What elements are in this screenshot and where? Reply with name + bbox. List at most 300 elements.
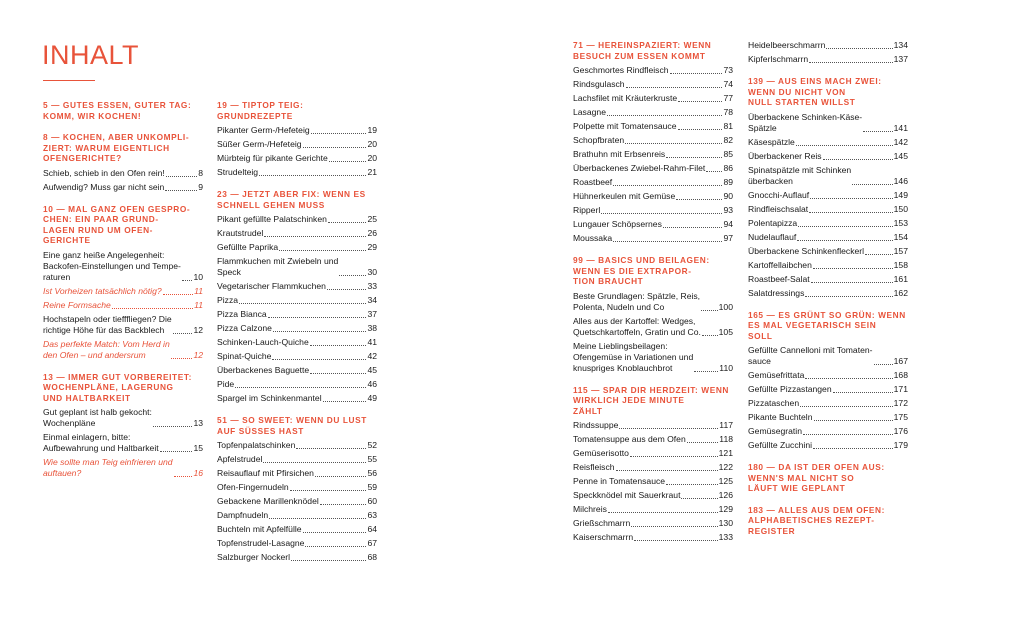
toc-section — [748, 310, 908, 452]
page-number: 81 — [723, 121, 733, 131]
toc-entry[interactable] — [573, 476, 733, 487]
page-number: 67 — [367, 538, 377, 548]
entry-title: Lungauer Schöpsernes — [573, 219, 662, 229]
entry-title: Ist Vorheizen tatsächlich nötig? — [43, 285, 162, 296]
toc-entry[interactable] — [217, 440, 377, 451]
dot-leader — [112, 308, 193, 309]
page-number: 94 — [723, 219, 733, 229]
dot-leader — [239, 303, 366, 304]
entry-title: Pizza Bianca — [217, 309, 267, 319]
dot-leader — [264, 236, 366, 237]
dot-leader — [166, 176, 197, 177]
entry-title: Pikant gefüllte Palatschinken — [217, 214, 327, 224]
entry-title: Penne in Tomatensauce — [573, 476, 666, 486]
entry-title: Beste Grundlagen: Spätzle, Reis, Polenta, Nudeln und Co — [573, 290, 701, 312]
toc-column-2 — [217, 100, 377, 574]
page-number: 42 — [367, 351, 377, 361]
dot-leader — [666, 157, 722, 158]
toc-entry[interactable] — [217, 393, 377, 404]
toc-entry[interactable] — [573, 219, 733, 230]
entry-title: Spargel im Schinkenmantel — [217, 393, 322, 403]
dot-leader — [279, 250, 366, 251]
dot-leader — [809, 62, 892, 63]
entry-title: Ripperl — [573, 205, 601, 215]
page-number: 154 — [893, 231, 908, 242]
entry-title: Pizzataschen — [748, 398, 800, 408]
page-number: 137 — [893, 54, 908, 64]
page-number: 93 — [723, 205, 733, 215]
page-number: 64 — [367, 524, 377, 534]
entry-title: Schieb, schieb in den Ofen rein! — [43, 167, 165, 178]
entry-title: Buchteln mit Apfelfülle — [217, 524, 302, 534]
dot-leader — [670, 73, 723, 74]
entry-title: Grießschmarrn — [573, 518, 631, 528]
entry-title: Heidelbeerschmarrn — [748, 40, 826, 50]
entry-title: Geschmortes Rindfleisch — [573, 65, 669, 75]
dot-leader — [813, 268, 893, 269]
toc-entry[interactable] — [748, 232, 908, 243]
toc-entry[interactable] — [217, 242, 377, 253]
toc-entry[interactable] — [217, 496, 377, 507]
page-number: 46 — [367, 379, 377, 389]
section-heading[interactable]: 165 — ES GRÜNT SO GRÜN: WENN ES MAL VEGETARISCH SEIN SOLL — [748, 309, 906, 341]
entry-title: Eine ganz heiße Angelegenheit: Backofen-Einstellungen und Tempe- raturen — [43, 249, 181, 282]
toc-entry[interactable] — [748, 412, 908, 423]
dot-leader — [608, 512, 718, 513]
page-number: 126 — [718, 490, 733, 500]
toc-column-1 — [43, 100, 203, 490]
toc-entry[interactable] — [573, 341, 733, 374]
dot-leader — [296, 448, 366, 449]
toc-entry[interactable] — [748, 165, 908, 187]
toc-entry[interactable] — [748, 384, 908, 395]
toc-entry[interactable] — [748, 112, 908, 134]
dot-leader — [865, 254, 893, 255]
toc-entry[interactable] — [748, 204, 908, 215]
page-number: 55 — [367, 454, 377, 464]
entry-title: Hühnerkeulen mit Gemüse — [573, 191, 676, 201]
section-heading[interactable]: 183 — ALLES AUS DEM OFEN: ALPHABETISCHES REZEPT- REGISTER — [748, 504, 886, 536]
toc-entry[interactable] — [748, 398, 908, 409]
page-number: 142 — [893, 136, 908, 147]
page-number: 20 — [367, 153, 377, 163]
entry-title: Mürbteig für pikante Gerichte — [217, 153, 328, 163]
toc-entry[interactable] — [748, 440, 908, 451]
toc-section — [748, 40, 908, 65]
toc-entry[interactable] — [748, 426, 908, 437]
toc-section — [43, 132, 203, 193]
toc-entry[interactable] — [573, 79, 733, 90]
dot-leader — [328, 222, 367, 223]
toc-entry[interactable] — [573, 504, 733, 515]
toc-entry[interactable] — [217, 337, 377, 348]
entry-title: Flammkuchen mit Zwiebeln und Speck — [217, 256, 339, 277]
toc-entry[interactable] — [43, 407, 203, 429]
entry-title: Roastbeef-Salat — [748, 273, 810, 284]
entry-title: Gefüllte Paprika — [217, 242, 279, 252]
dot-leader — [160, 451, 193, 452]
page-number: 176 — [893, 426, 908, 436]
page-title: INHALT — [42, 40, 140, 70]
dot-leader — [809, 212, 892, 213]
page-number: 13 — [193, 418, 203, 428]
entry-title: Gebackene Marillenknödel — [217, 496, 319, 506]
entry-title: Kaiserschmarrn — [573, 532, 634, 542]
toc-entry[interactable] — [217, 214, 377, 225]
section-heading[interactable]: 180 — DA IST DER OFEN AUS: WENN'S MAL NICHT SO LÄUFT WIE GEPLANT — [748, 462, 885, 493]
entry-title: Hochstapeln oder tiefffliegen? Die richtige Höhe für das Backblech — [43, 313, 172, 335]
toc-entry[interactable] — [217, 125, 377, 136]
dot-leader — [290, 490, 367, 491]
page-number: 122 — [718, 462, 733, 472]
toc-entry[interactable] — [217, 139, 377, 150]
entry-title: Aufwendig? Muss gar nicht sein — [43, 181, 165, 192]
dot-leader — [329, 161, 367, 162]
toc-entry[interactable] — [748, 260, 908, 271]
page-number: 34 — [367, 295, 377, 305]
entry-title: Topfenstrudel-Lasagne — [217, 538, 305, 548]
toc-entry[interactable] — [217, 524, 377, 535]
page-number: 158 — [893, 259, 908, 270]
toc-entry[interactable] — [573, 191, 733, 202]
page-number: 149 — [893, 189, 908, 200]
page-number: 8 — [198, 167, 203, 178]
entry-title: Überbackener Reis — [748, 150, 822, 161]
entry-title: Gefüllte Zucchini — [748, 440, 813, 450]
entry-title: Pizza — [217, 295, 239, 305]
entry-title: Apfelstrudel — [217, 454, 263, 464]
toc-entry[interactable] — [217, 281, 377, 292]
entry-title: Gefüllte Cannelloni mit Tomaten- sauce — [748, 345, 873, 366]
entry-title: Überbackenes Baguette — [217, 365, 310, 375]
page-number: 63 — [367, 510, 377, 520]
toc-entry[interactable] — [573, 93, 733, 104]
toc-entry[interactable] — [748, 151, 908, 162]
entry-title: Reisauflauf mit Pfirsichen — [217, 468, 314, 478]
page-number: 97 — [723, 233, 733, 243]
entry-title: Wie sollte man Teig einfrieren und auftauen? — [43, 457, 173, 478]
dot-leader — [339, 275, 366, 276]
entry-title: Pikante Buchteln — [748, 412, 813, 422]
dot-leader — [268, 317, 367, 318]
toc-entry[interactable] — [43, 457, 203, 479]
page-number: 38 — [367, 323, 377, 333]
toc-entry[interactable] — [573, 420, 733, 431]
page-number: 175 — [893, 412, 908, 422]
page-number: 118 — [719, 434, 733, 444]
toc-section — [217, 100, 377, 178]
dot-leader — [800, 406, 893, 407]
dot-leader — [810, 198, 893, 199]
dot-leader — [182, 280, 193, 281]
dot-leader — [805, 378, 892, 379]
dot-leader — [310, 345, 367, 346]
dot-leader — [163, 294, 193, 295]
toc-section — [573, 255, 733, 374]
entry-title: Spinatspätzle mit Schinken überbacken — [748, 164, 852, 186]
dot-leader — [320, 504, 367, 505]
toc-entry[interactable] — [748, 190, 908, 201]
toc-entry[interactable] — [573, 316, 733, 338]
page-number: 9 — [198, 181, 203, 192]
dot-leader — [323, 401, 367, 402]
entry-title: Pizza Calzone — [217, 323, 272, 333]
page-number: 73 — [723, 65, 733, 75]
dot-leader — [687, 442, 719, 443]
toc-column-3 — [573, 40, 733, 554]
page-number: 25 — [367, 214, 377, 224]
entry-title: Tomatensuppe aus dem Ofen — [573, 434, 686, 444]
toc-entry[interactable] — [573, 121, 733, 132]
entry-title: Rindsgulasch — [573, 79, 625, 89]
page-number: 134 — [893, 40, 908, 50]
toc-entry[interactable] — [573, 233, 733, 244]
toc-entry[interactable] — [573, 163, 733, 174]
toc-entry[interactable] — [217, 228, 377, 239]
toc-entry[interactable] — [573, 135, 733, 146]
toc-entry[interactable] — [748, 288, 908, 299]
page-number: 41 — [367, 337, 377, 347]
page-number: 74 — [723, 79, 733, 89]
page-number: 19 — [367, 125, 377, 135]
page-number: 129 — [718, 504, 733, 514]
entry-title: Dampfnudeln — [217, 510, 269, 520]
entry-title: Reine Formsache — [43, 299, 111, 310]
toc-entry[interactable] — [217, 153, 377, 164]
entry-title: Speckknödel mit Sauerkraut — [573, 490, 681, 500]
page-number: 49 — [367, 393, 377, 403]
entry-title: Polentapizza — [748, 217, 798, 228]
dot-leader — [625, 143, 722, 144]
toc-entry[interactable] — [573, 532, 733, 543]
entry-title: Reisfleisch — [573, 462, 615, 472]
entry-title: Überbackene Schinken-Käse- Spätzle — [748, 111, 863, 133]
entry-title: Strudelteig — [217, 167, 259, 177]
entry-title: Polpette mit Tomatensauce — [573, 121, 677, 131]
toc-section — [217, 415, 377, 563]
toc-entry[interactable] — [217, 510, 377, 521]
entry-title: Süßer Germ-/Hefeteig — [217, 139, 302, 149]
dot-leader — [663, 227, 723, 228]
page-number: 133 — [718, 532, 733, 542]
entry-title: Überbackenes Zwiebel-Rahm-Filet — [573, 163, 706, 173]
toc-section — [748, 76, 908, 299]
toc-entry[interactable] — [217, 323, 377, 334]
toc-entry[interactable] — [217, 454, 377, 465]
dot-leader — [796, 145, 893, 146]
page-number: 100 — [718, 301, 733, 312]
dot-leader — [852, 184, 892, 185]
page-number: 157 — [893, 245, 908, 256]
toc-entry[interactable] — [573, 448, 733, 459]
page-number: 117 — [719, 420, 733, 430]
toc-entry[interactable] — [217, 379, 377, 390]
dot-leader — [327, 289, 367, 290]
entry-title: Pide — [217, 379, 235, 389]
toc-entry[interactable] — [217, 552, 377, 563]
dot-leader — [616, 470, 718, 471]
toc-entry[interactable] — [43, 168, 203, 179]
toc-entry[interactable] — [43, 339, 203, 361]
dot-leader — [619, 428, 718, 429]
section-heading[interactable]: 139 — AUS EINS MACH ZWEI: WENN DU NICHT VON NULL STARTEN WILLST — [748, 76, 882, 107]
toc-entry[interactable] — [217, 365, 377, 376]
toc-entry[interactable] — [748, 370, 908, 381]
toc-entry[interactable] — [573, 149, 733, 160]
section-heading[interactable]: 23 — JETZT ABER FIX: WENN ES SCHNELL GEHEN MUSS — [217, 189, 366, 210]
entry-title: Das perfekte Match: Vom Herd in den Ofen – und andersrum — [43, 338, 170, 360]
toc-entry[interactable] — [573, 205, 733, 216]
page-number: 125 — [718, 476, 733, 486]
toc-entry[interactable] — [748, 137, 908, 148]
page-number: 141 — [893, 122, 908, 133]
entry-title: Ofen-Fingernudeln — [217, 482, 289, 492]
dot-leader — [153, 426, 193, 427]
dot-leader — [263, 462, 366, 463]
dot-leader — [173, 333, 193, 334]
toc-section — [748, 505, 908, 537]
dot-leader — [235, 387, 366, 388]
toc-entry[interactable] — [573, 177, 733, 188]
entry-title: Einmal einlagern, bitte: Aufbewahrung und Haltbarkeit — [43, 432, 159, 453]
entry-title: Gnocchi-Auflauf — [748, 189, 810, 200]
entry-title: Lasagne — [573, 107, 606, 117]
dot-leader — [291, 560, 366, 561]
toc-entry[interactable] — [573, 107, 733, 118]
entry-title: Käsespätzle — [748, 136, 795, 147]
toc-entry[interactable] — [573, 65, 733, 76]
dot-leader — [826, 48, 892, 49]
entry-title: Moussaka — [573, 233, 613, 243]
page-number: 153 — [893, 217, 908, 228]
toc-entry[interactable] — [748, 54, 908, 65]
toc-entry[interactable] — [217, 295, 377, 306]
section-heading[interactable]: 71 — HEREINSPAZIERT: WENN BESUCH ZUM ESSEN KOMMT — [573, 40, 712, 61]
entry-title: Kartoffellaibchen — [748, 259, 812, 270]
dot-leader — [174, 476, 193, 477]
page-number: 90 — [723, 191, 733, 201]
section-heading[interactable]: 13 — IMMER GUT VORBEREITET: WOCHENPLÄNE, LAGERUNG UND HALTBARKEIT — [43, 371, 192, 403]
section-heading[interactable]: 19 — TIPTOP TEIG: GRUNDREZEPTE — [217, 100, 304, 121]
dot-leader — [676, 199, 722, 200]
dot-leader — [823, 159, 893, 160]
toc-entry[interactable] — [43, 250, 203, 283]
toc-entry[interactable] — [573, 291, 733, 313]
dot-leader — [702, 335, 718, 336]
page-number: 12 — [193, 349, 203, 360]
section-heading[interactable]: 99 — BASICS UND BEILAGEN: WENN ES DIE EXTRAPOR- TION BRAUCHT — [573, 255, 710, 286]
toc-entry[interactable] — [748, 246, 908, 257]
entry-title: Überbackene Schinkenfleckerl — [748, 245, 865, 256]
toc-section — [573, 385, 733, 544]
dot-leader — [681, 498, 717, 499]
section-heading[interactable]: 10 — MAL GANZ OFEN GESPRO- CHEN: EIN PAAR GRUND- LAGEN RUND UM OFEN- GERICHTE — [43, 203, 191, 245]
dot-leader — [259, 175, 366, 176]
page-number: 110 — [719, 362, 733, 373]
dot-leader — [310, 373, 366, 374]
dot-leader — [678, 101, 722, 102]
page-number: 78 — [723, 107, 733, 117]
toc-entry[interactable] — [573, 518, 733, 529]
dot-leader — [269, 518, 366, 519]
page-number: 12 — [193, 324, 203, 335]
page-number: 26 — [367, 228, 377, 238]
entry-title: Vegetarischer Flammkuchen — [217, 281, 326, 291]
page-number: 146 — [893, 175, 908, 186]
entry-title: Gemüsefrittata — [748, 370, 805, 380]
entry-title: Topfenpalatschinken — [217, 440, 296, 450]
toc-entry[interactable] — [573, 434, 733, 445]
dot-leader — [607, 115, 722, 116]
toc-entry[interactable] — [43, 300, 203, 311]
entry-title: Rindssuppe — [573, 420, 619, 430]
section-heading[interactable]: 8 — KOCHEN, ABER UNKOMPLI- ZIERT: WARUM EIGENTLICH OFENGERICHTE? — [43, 132, 190, 163]
dot-leader — [311, 133, 367, 134]
toc-entry[interactable] — [573, 462, 733, 473]
section-heading[interactable]: 5 — GUTES ESSEN, GUTER TAG: KOMM, WIR KOCHEN! — [43, 100, 192, 121]
toc-entry[interactable] — [217, 309, 377, 320]
dot-leader — [797, 240, 892, 241]
section-heading[interactable]: 115 — SPAR DIR HERDZEIT: WENN WIRKLICH JEDE MINUTE ZÄHLT — [573, 384, 730, 416]
toc-entry[interactable] — [217, 538, 377, 549]
dot-leader — [303, 147, 367, 148]
toc-section — [748, 462, 908, 494]
section-heading[interactable]: 51 — SO SWEET: WENN DU LUST AUF SÜSSES HAST — [217, 415, 367, 436]
toc-section — [217, 189, 377, 404]
entry-title: Nudelauflauf — [748, 231, 797, 242]
dot-leader — [315, 476, 366, 477]
toc-entry[interactable] — [43, 314, 203, 336]
toc-section — [43, 204, 203, 361]
toc-entry[interactable] — [748, 345, 908, 367]
dot-leader — [701, 310, 718, 311]
page-number: 60 — [367, 496, 377, 506]
toc-entry[interactable] — [573, 490, 733, 501]
toc-entry[interactable] — [217, 167, 377, 178]
toc-entry[interactable] — [43, 432, 203, 454]
entry-title: Rindfleischsalat — [748, 203, 809, 214]
entry-title: Gemüserisotto — [573, 448, 629, 458]
page-number: 105 — [718, 326, 733, 337]
page-number: 11 — [194, 299, 203, 310]
toc-entry[interactable] — [748, 40, 908, 51]
page-number: 52 — [367, 440, 377, 450]
dot-leader — [634, 540, 717, 541]
toc-entry[interactable] — [217, 351, 377, 362]
toc-entry[interactable] — [748, 218, 908, 229]
entry-title: Roastbeef — [573, 177, 613, 187]
page-number: 59 — [367, 482, 377, 492]
page-number: 161 — [893, 273, 908, 284]
toc-section — [573, 40, 733, 244]
page-number: 29 — [367, 242, 377, 252]
dot-leader — [626, 87, 723, 88]
page-number: 33 — [367, 281, 377, 291]
page-number: 56 — [367, 468, 377, 478]
page-number: 89 — [723, 177, 733, 187]
dot-leader — [272, 359, 366, 360]
toc-entry[interactable] — [217, 256, 377, 278]
dot-leader — [798, 226, 892, 227]
dot-leader — [601, 213, 722, 214]
toc-entry[interactable] — [748, 274, 908, 285]
entry-title: Meine Lieblingsbeilagen: Ofengemüse in Variationen und knuspriges Knoblauchbrot — [573, 340, 694, 373]
toc-entry[interactable] — [43, 286, 203, 297]
toc-entry[interactable] — [43, 182, 203, 193]
toc-entry[interactable] — [217, 482, 377, 493]
entry-title: Brathuhn mit Erbsenreis — [573, 149, 666, 159]
toc-entry[interactable] — [217, 468, 377, 479]
